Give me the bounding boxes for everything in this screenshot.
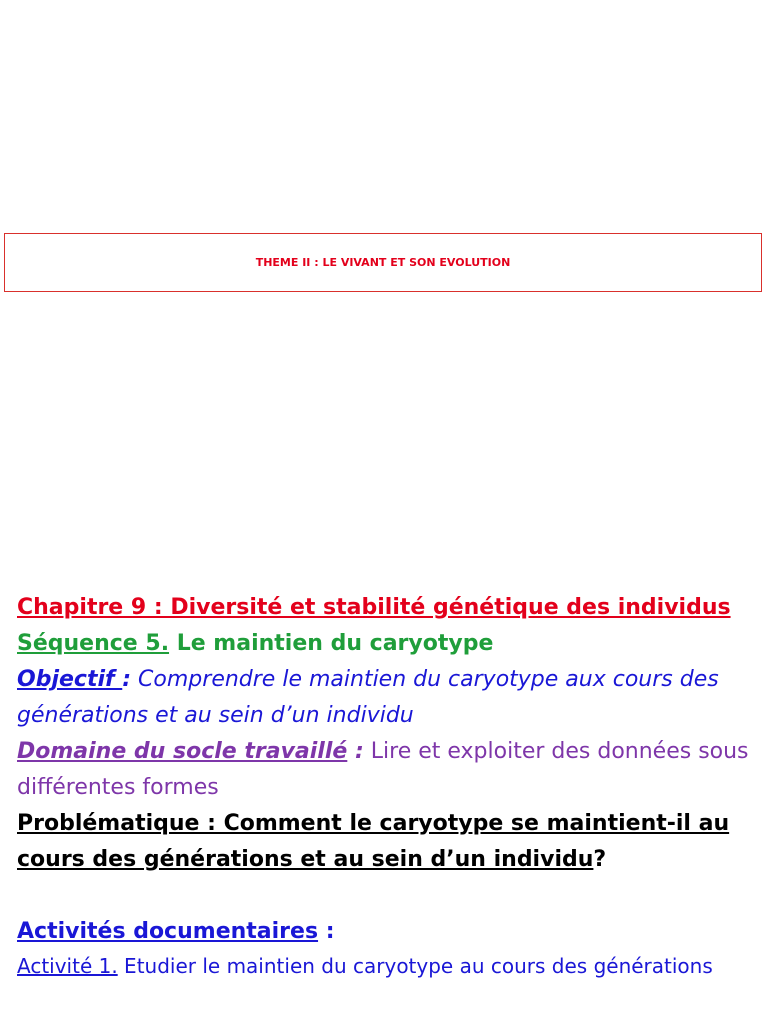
theme-title: THEME II : LE VIVANT ET SON EVOLUTION [255, 256, 511, 269]
sequence-title: Le maintien du caryotype [169, 631, 494, 656]
theme-banner [4, 233, 762, 292]
problem-end: ? [593, 847, 607, 872]
domain-block [17, 734, 763, 806]
objective-label: Objectif [17, 667, 123, 692]
activities-heading-suffix: : [318, 919, 335, 944]
spacer [17, 878, 763, 914]
problem-block [17, 806, 763, 878]
domain-separator: : [347, 739, 364, 764]
domain-label: Domaine du socle travaillé [17, 739, 348, 764]
domain-text: Lire et exploiter des données sous différentes formes [17, 739, 749, 800]
sequence-line [17, 626, 763, 662]
problem-text: Problématique : Comment le caryotype se maintient-il au cours des générations et au sein d’un individu [17, 811, 730, 872]
objective-separator: : [122, 667, 132, 692]
chapter-title: Chapitre 9 : Diversité et stabilité génétique des individus [17, 595, 731, 620]
activity-text: Etudier le maintien du caryotype au cours des générations [117, 954, 713, 978]
objective-text: Comprendre le maintien du caryotype aux cours des générations et au sein d’un individu [17, 667, 719, 728]
activities-heading: Activités documentaires [17, 919, 319, 944]
lesson-content [17, 590, 763, 982]
activity-label: Activité 1. [17, 954, 118, 978]
objective-block [17, 662, 763, 734]
activity-item [17, 950, 763, 982]
sequence-label: Séquence 5. [17, 631, 170, 656]
activities-heading-line [17, 914, 763, 950]
